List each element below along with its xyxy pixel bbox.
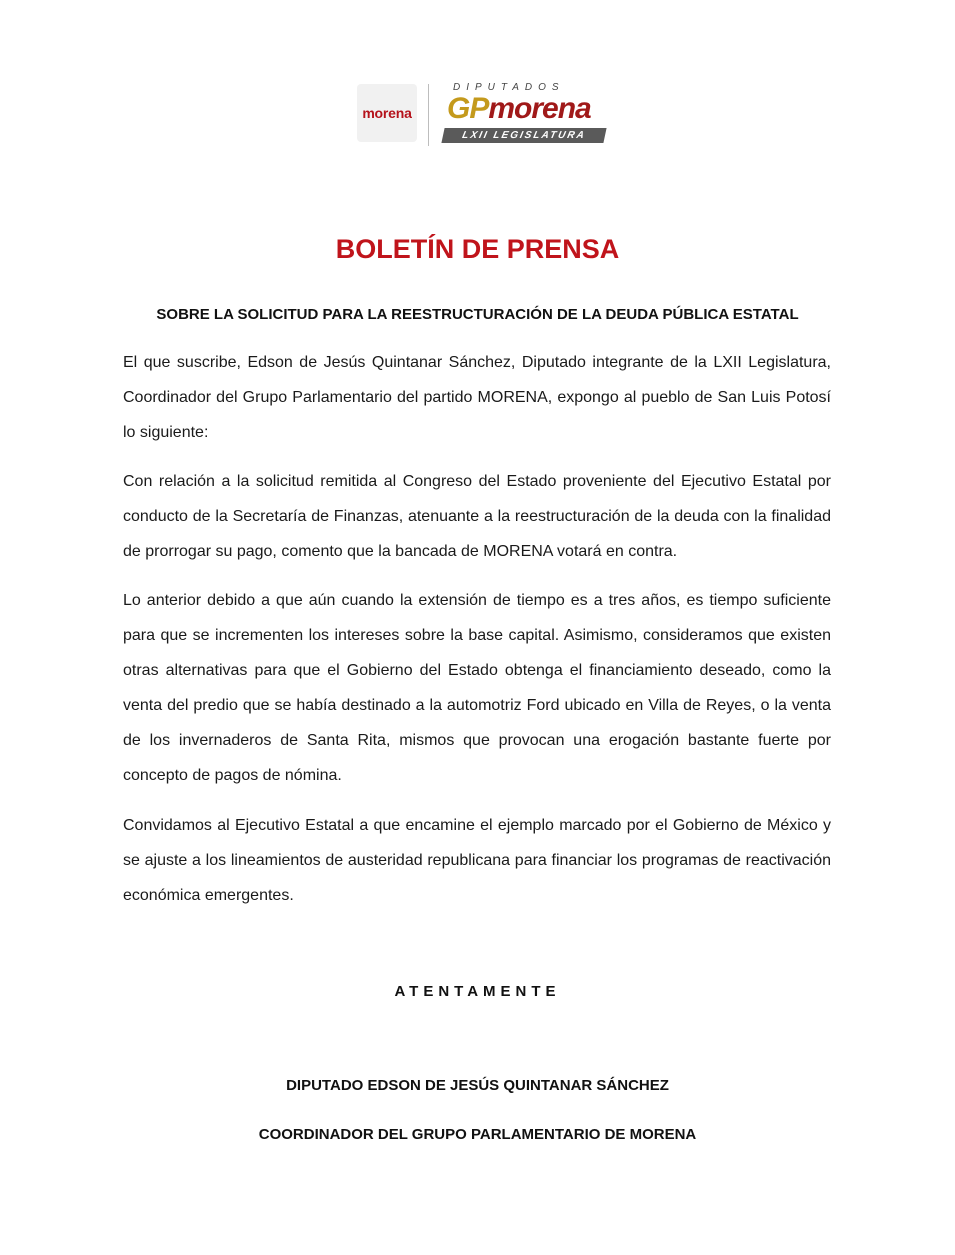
gp-logo-diputados: DIPUTADOS bbox=[453, 82, 565, 93]
document-subtitle: SOBRE LA SOLICITUD PARA LA REESTRUCTURACIÓN DE LA DEUDA PÚBLICA ESTATAL bbox=[156, 306, 799, 323]
page-title: BOLETÍN DE PRENSA bbox=[335, 234, 620, 264]
closing-salutation: ATENTAMENTE bbox=[394, 983, 561, 1000]
gp-logo-morena: morena bbox=[488, 92, 591, 125]
morena-logo bbox=[357, 84, 417, 142]
morena-logo-text: morena bbox=[362, 105, 412, 121]
signer-title: COORDINADOR DEL GRUPO PARLAMENTARIO DE MORENA bbox=[258, 1126, 697, 1143]
body-paragraph-4: Convidamos al Ejecutivo Estatal a que encamine el ejemplo marcado por el Gobierno de México y se ajuste a los lineamientos de austeridad republicana para financiar los programas de reactivación económica emergentes. bbox=[123, 817, 831, 904]
logo-divider bbox=[428, 84, 429, 146]
header-logo bbox=[357, 82, 607, 148]
body-paragraph-1: El que suscribe, Edson de Jesús Quintanar Sánchez, Diputado integrante de la LXII Legislatura, Coordinador del Grupo Parlamentario del partido MORENA, expongo al pueblo de San Luis Potosí lo siguiente: bbox=[123, 354, 831, 441]
gp-logo-gp: GP bbox=[447, 92, 489, 125]
gp-logo-wordmark bbox=[447, 92, 591, 126]
body-paragraph-3: Lo anterior debido a que aún cuando la extensión de tiempo es a tres años, es tiempo suficiente para que se incrementen los intereses sobre la base capital. Asimismo, consideramos que existen otras alternativas para que el Gobierno del Estado obtenga el financiamiento deseado, como la venta del predio que se había destinado a la automotriz Ford ubicado en Villa de Reyes, o la venta de los invernaderos de Santa Rita, mismos que provocan una erogación bastante fuerte por concepto de pagos de nómina. bbox=[123, 592, 831, 784]
body-paragraph-2: Con relación a la solicitud remitida al Congreso del Estado proveniente del Ejecutivo Estatal por conducto de la Secretaría de Finanzas, atenuante a la reestructuración de la deuda con la finalidad de prorrogar su pago, comento que la bancada de MORENA votará en contra. bbox=[123, 473, 831, 560]
gp-logo-legislatura: LXII LEGISLATURA bbox=[441, 128, 606, 143]
gp-morena-logo bbox=[437, 82, 607, 148]
signer-name: DIPUTADO EDSON DE JESÚS QUINTANAR SÁNCHEZ bbox=[286, 1077, 669, 1094]
